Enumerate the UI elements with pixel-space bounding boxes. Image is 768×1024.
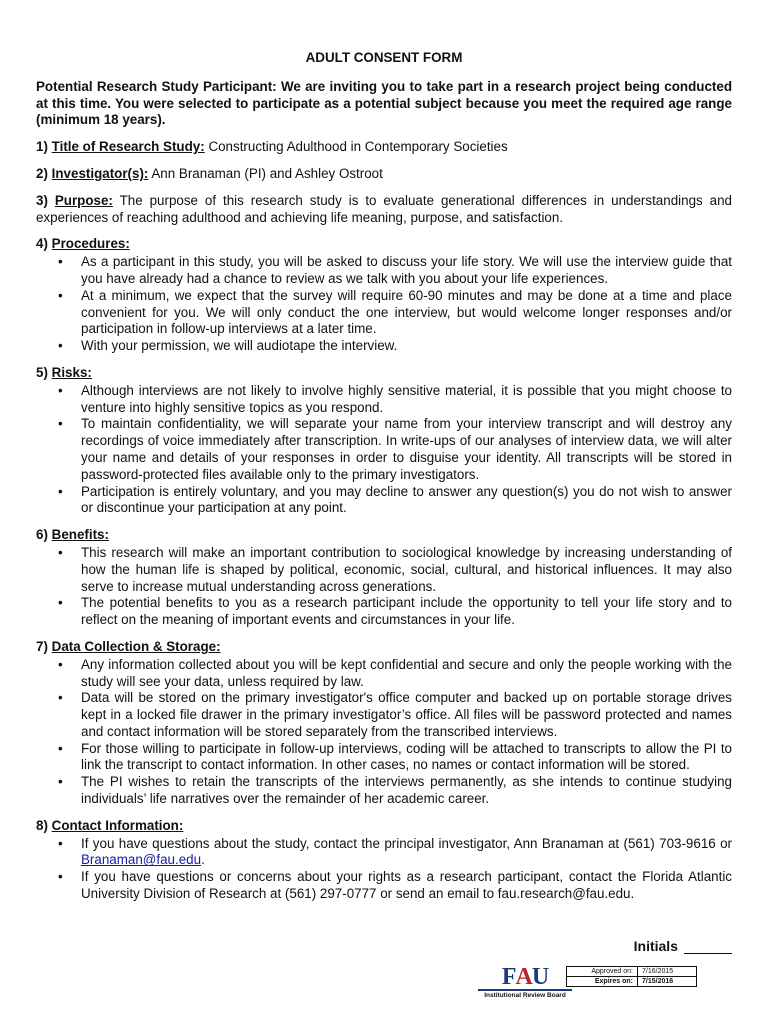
section-investigators: [36, 166, 732, 183]
consent-form: [36, 50, 732, 913]
section-number: 4): [36, 236, 48, 252]
benefits-list: [36, 545, 732, 629]
contact-pi-text: If you have questions about the study, contact the principal investigator, Ann Branaman at (561) 703-9616 or: [81, 835, 732, 851]
fau-logo-icon: FAU: [501, 964, 549, 990]
procedures-list: [36, 254, 732, 355]
section-data-collection: [36, 639, 732, 808]
list-item: • If you have questions about the study, contact the principal investigator, Ann Branaman at (561) 703-9616 or Branaman@fau.edu.: [81, 836, 732, 870]
investigators-text: Ann Branaman (PI) and Ashley Ostroot: [151, 165, 383, 181]
risks-list: [36, 383, 732, 517]
contact-list: [36, 836, 732, 903]
form-title: ADULT CONSENT FORM: [305, 50, 463, 65]
section-risks: [36, 365, 732, 517]
initials-field[interactable]: [634, 938, 732, 954]
section-label: Contact Information:: [51, 817, 184, 833]
list-item: • The potential benefits to you as a research participant include the opportunity to tell your life story and to reflect on the meaning of important events and circumstances in your life.: [81, 595, 732, 629]
list-item: • For those willing to participate in follow-up interviews, coding will be attached to transcripts to allow the PI to link the transcript to contact information. In other cases, no names or contact information will be stored.: [81, 741, 732, 775]
section-number: 8): [36, 817, 48, 833]
intro-paragraph: Potential Research Study Participant: We are inviting you to take part in a research project being conducted at this time. You were selected to participate as a potential subject because you meet the required age range (minimum 18 years).: [36, 78, 732, 128]
section-procedures: [36, 236, 732, 355]
initials-label: Initials: [633, 938, 678, 954]
pi-email-link[interactable]: Branaman@fau.edu: [81, 852, 202, 868]
approved-label: Approved on:: [567, 967, 638, 977]
section-number: 1): [36, 139, 48, 155]
section-label: Investigator(s):: [51, 165, 149, 181]
section-label: Procedures:: [51, 236, 130, 252]
purpose-text: The purpose of this research study is to evaluate generational differences in understandings and experiences of reaching adulthood and achieving life meaning, purpose, and satisfaction.: [36, 192, 732, 225]
section-contact: [36, 818, 732, 903]
section-number: 5): [36, 364, 48, 380]
section-label: Title of Research Study:: [51, 139, 205, 155]
expires-label: Expires on:: [567, 977, 638, 987]
list-item: • Although interviews are not likely to involve highly sensitive material, it is possible that you might choose to venture into highly sensitive topics as you respond.: [81, 383, 732, 417]
section-number: 6): [36, 527, 48, 543]
section-number: 7): [36, 638, 48, 654]
list-item: • This research will make an important contribution to sociological knowledge by increasing understanding of how the human life is shaped by political, economic, social, cultural, and historical influences. It may also serve to increase mutual understanding across generations.: [81, 545, 732, 595]
list-item: • To maintain confidentiality, we will separate your name from your interview transcript and will destroy any recordings of voice immediately after transcription. In write-ups of our analyses of interview data, we will alter your name and details of your responses in order to disguise your identity. All transcripts will be stored in password-protected files available only to the primary investigators.: [81, 416, 732, 483]
irb-caption: Institutional Review Board: [484, 992, 566, 999]
list-item: • At a minimum, we expect that the survey will require 60-90 minutes and may be done at a time and place convenient for you. We will only conduct the one interview, but would welcome longer responses and/or participation in follow-up interviews at a later time.: [81, 288, 732, 338]
list-item: • Data will be stored on the primary investigator's office computer and backed up on portable storage drives kept in a locked file drawer in the primary investigator’s office. All files will be password protected and names and contact information will be stored separately from the transcribed interviews.: [81, 690, 732, 740]
list-item: • If you have questions or concerns about your rights as a research participant, contact the Florida Atlantic University Division of Research at (561) 297-0777 or send an email to fau.research@fau.edu.: [81, 869, 732, 903]
section-title-of-study: [36, 139, 732, 156]
section-label: Benefits:: [51, 527, 109, 543]
study-title: Constructing Adulthood in Contemporary Societies: [208, 139, 508, 155]
section-label: Data Collection & Storage:: [51, 638, 221, 654]
irb-approval-stamp: [566, 966, 697, 987]
section-number: 2): [36, 165, 48, 181]
section-benefits: [36, 527, 732, 629]
list-item: • With your permission, we will audiotape the interview.: [81, 338, 732, 355]
data-collection-list: [36, 657, 732, 808]
list-item: • The PI wishes to retain the transcripts of the interviews permanently, as she intends to continue studying individuals’ life narratives over the remainder of her academic career.: [81, 774, 732, 808]
section-purpose: [36, 193, 732, 227]
fau-irb-logo: [472, 966, 578, 1000]
list-item: • As a participant in this study, you will be asked to discuss your life story. We will use the interview guide that you have already had a chance to review as we talk with you about your life experiences.: [81, 254, 732, 288]
initials-line[interactable]: [684, 939, 732, 954]
section-label: Purpose:: [54, 192, 113, 208]
list-item: • Participation is entirely voluntary, and you may decline to answer any question(s) you do not wish to answer or discontinue your participation at any point.: [81, 484, 732, 518]
section-number: 3): [36, 192, 48, 208]
expires-date: 7/15/2016: [638, 977, 697, 987]
approved-date: 7/16/2015: [638, 967, 697, 977]
list-item: • Any information collected about you will be kept confidential and secure and only the people working with the study will see your data, unless required by law.: [81, 657, 732, 691]
section-label: Risks:: [51, 364, 92, 380]
